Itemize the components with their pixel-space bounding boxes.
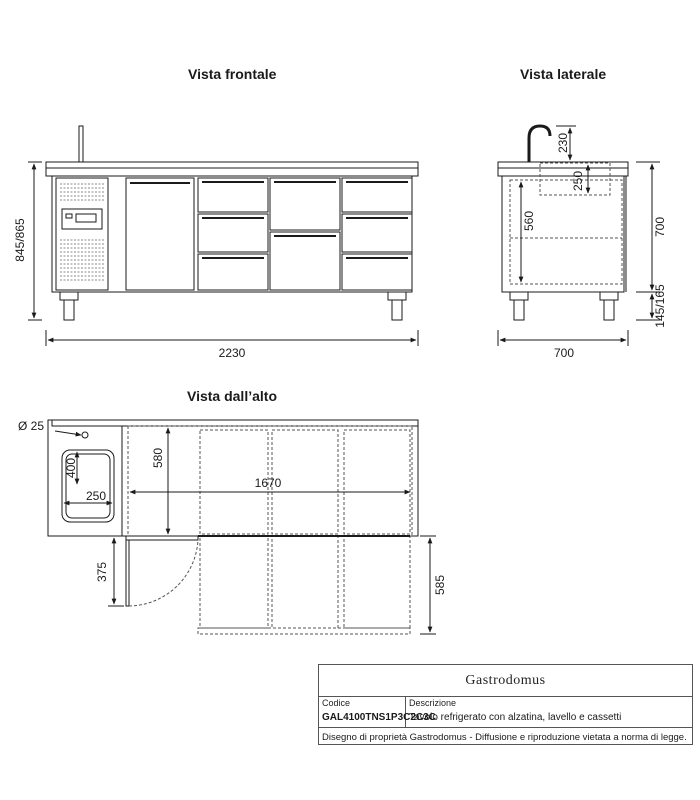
side-view bbox=[498, 126, 660, 346]
dim-top-door: 375 bbox=[95, 561, 109, 583]
dim-front-height: 845/865 bbox=[13, 218, 27, 262]
cabinet-body bbox=[52, 176, 412, 292]
drawers-3 bbox=[342, 178, 412, 290]
dim-top-drawer: 585 bbox=[433, 574, 447, 596]
door bbox=[126, 178, 194, 290]
description-value: Tavolo refrigerato con alzatina, lavello e cassetti bbox=[409, 712, 622, 723]
door-top bbox=[126, 536, 198, 540]
dim-side-faucet: 230 bbox=[556, 132, 570, 154]
title-front-view: Vista frontale bbox=[188, 66, 277, 82]
dim-top-sink-width: 250 bbox=[85, 489, 107, 503]
faucet-hole bbox=[82, 432, 88, 438]
dim-side-legs: 145/165 bbox=[653, 284, 667, 328]
front-view bbox=[28, 126, 418, 346]
countertop bbox=[46, 162, 418, 168]
dim-top-hole: Ø 25 bbox=[18, 419, 45, 433]
dim-side-depth: 700 bbox=[553, 346, 575, 360]
drawers-2 bbox=[270, 178, 340, 290]
logo-row bbox=[319, 665, 692, 697]
dim-side-sink: 250 bbox=[571, 170, 585, 192]
dim-side-height: 700 bbox=[653, 216, 667, 238]
top-view bbox=[48, 420, 436, 634]
description-label: Descrizione bbox=[409, 698, 457, 708]
dim-top-sink-depth: 400 bbox=[64, 457, 78, 479]
cabinet-side bbox=[502, 176, 624, 292]
code-label: Codice bbox=[322, 698, 351, 708]
faucet bbox=[529, 126, 550, 162]
dim-top-inner-depth: 580 bbox=[151, 447, 165, 469]
brand-name: Gastrodomus bbox=[465, 672, 546, 688]
title-side-view: Vista laterale bbox=[520, 66, 607, 82]
title-top-view: Vista dall’alto bbox=[187, 388, 277, 404]
dim-front-width: 2230 bbox=[218, 346, 246, 360]
ventilation-grille bbox=[60, 184, 104, 280]
ownership-notice: Disegno di proprietà Gastrodomus - Diffusione e riproduzione vietata a norma di legge. bbox=[322, 732, 687, 743]
dim-top-inner-width: 1670 bbox=[254, 476, 282, 490]
drawers-extended bbox=[198, 536, 410, 634]
brand-logo bbox=[465, 673, 545, 689]
dim-side-inner: 560 bbox=[522, 210, 536, 232]
title-block bbox=[318, 664, 693, 745]
drawers-1 bbox=[198, 178, 268, 290]
leg bbox=[64, 300, 74, 320]
door-swing bbox=[129, 540, 198, 606]
faucet bbox=[79, 126, 83, 162]
top-outline bbox=[48, 420, 418, 536]
leg bbox=[392, 300, 402, 320]
code-value: GAL4100TNS1P3C2C3C bbox=[322, 712, 436, 723]
